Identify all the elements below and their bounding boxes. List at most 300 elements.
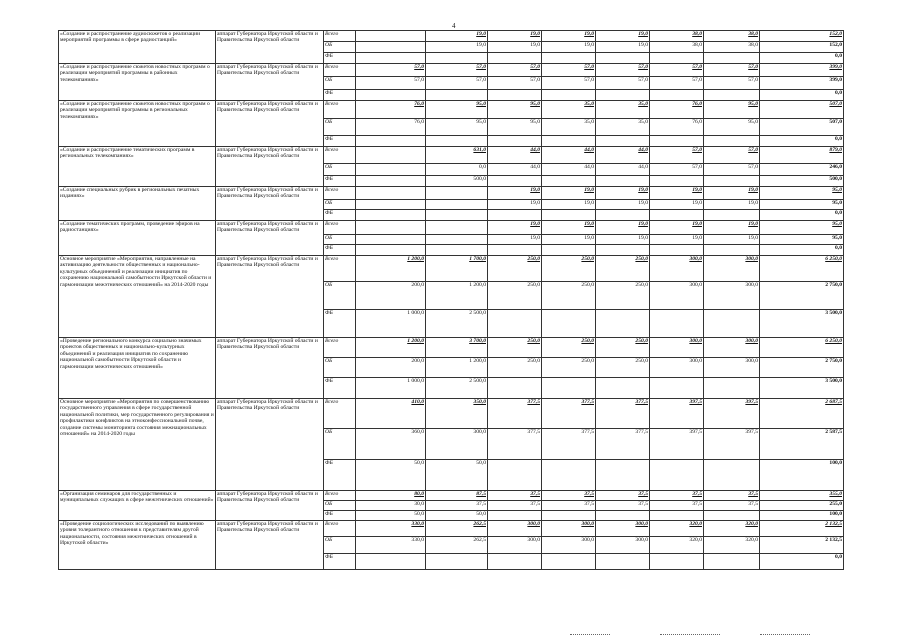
value-cell: 300,0 <box>704 358 760 378</box>
scan-mark <box>760 634 810 635</box>
funding-source-label: ФБ <box>324 176 356 187</box>
value-cell: 19,0 <box>596 235 650 245</box>
value-cell <box>704 136 760 147</box>
value-cell: 76,0 <box>356 101 426 119</box>
value-cell <box>356 187 426 200</box>
value-cell <box>704 245 760 256</box>
value-cell <box>650 210 704 221</box>
value-cell: 250,0 <box>596 282 650 310</box>
funding-source-label: ОБ <box>324 164 356 176</box>
total-cell: 507,0 <box>760 119 844 136</box>
total-cell: 0,0 <box>760 554 844 570</box>
value-cell: 19,0 <box>596 187 650 200</box>
table-row <box>59 491 844 501</box>
value-cell <box>426 245 488 256</box>
value-cell: 30,0 <box>356 501 426 511</box>
value-cell: 19,0 <box>650 200 704 210</box>
value-cell <box>704 460 760 491</box>
funding-source-label: ФБ <box>324 245 356 256</box>
total-cell: 2 687,5 <box>760 399 844 429</box>
value-cell: 250,0 <box>488 282 542 310</box>
value-cell: 350,0 <box>426 399 488 429</box>
total-cell: 500,0 <box>760 176 844 187</box>
value-cell <box>356 136 426 147</box>
value-cell: 300,0 <box>596 521 650 537</box>
total-cell: 3 500,0 <box>760 310 844 338</box>
value-cell: 19,0 <box>488 221 542 235</box>
value-cell: 250,0 <box>596 338 650 358</box>
value-cell: 76,0 <box>356 119 426 136</box>
value-cell: 19,0 <box>488 31 542 42</box>
value-cell: 262,5 <box>426 537 488 554</box>
executor-name: аппарат Губернатора Иркутской области и Правительства Иркутской области <box>216 31 324 64</box>
value-cell <box>596 90 650 101</box>
table-row <box>59 31 844 42</box>
value-cell: 2 500,0 <box>426 310 488 338</box>
value-cell: 397,5 <box>650 399 704 429</box>
value-cell: 377,5 <box>488 399 542 429</box>
table-row <box>59 399 844 429</box>
funding-source-label: Всего <box>324 399 356 429</box>
value-cell <box>426 221 488 235</box>
value-cell: 19,0 <box>704 200 760 210</box>
value-cell: 76,0 <box>650 101 704 119</box>
value-cell: 330,0 <box>356 521 426 537</box>
value-cell: 19,0 <box>704 187 760 200</box>
total-cell: 100,0 <box>760 511 844 521</box>
funding-source-label: ОБ <box>324 77 356 90</box>
activity-name: Основное мероприятие «Мероприятия, направленные на активизацию деятельности общественных и национально-культурных объединений и реализации инициатив по сохранению национальной самобытности Иркутской области и гармонизации межэтнических отношений» на 2014-2020 годы <box>59 256 216 338</box>
activity-name: «Создание и распространение тематических программ в региональных телекомпаниях» <box>59 147 216 187</box>
value-cell: 397,5 <box>650 429 704 460</box>
value-cell: 1 700,0 <box>426 256 488 282</box>
funding-source-label: Всего <box>324 491 356 501</box>
value-cell <box>488 378 542 399</box>
total-cell: 95,0 <box>760 200 844 210</box>
table-row <box>59 521 844 537</box>
value-cell <box>426 235 488 245</box>
value-cell: 330,0 <box>356 537 426 554</box>
value-cell <box>488 210 542 221</box>
value-cell <box>650 378 704 399</box>
value-cell: 410,0 <box>356 399 426 429</box>
total-cell: 6 250,0 <box>760 256 844 282</box>
funding-source-label: Всего <box>324 101 356 119</box>
funding-source-label: Всего <box>324 64 356 77</box>
budget-table <box>58 30 844 570</box>
value-cell: 37,5 <box>596 491 650 501</box>
value-cell: 50,0 <box>426 511 488 521</box>
value-cell: 377,5 <box>596 399 650 429</box>
value-cell <box>426 187 488 200</box>
value-cell: 631,0 <box>426 147 488 164</box>
table-row <box>59 338 844 358</box>
value-cell: 95,0 <box>426 101 488 119</box>
value-cell <box>488 136 542 147</box>
value-cell <box>596 511 650 521</box>
funding-source-label: Всего <box>324 147 356 164</box>
value-cell: 360,0 <box>356 429 426 460</box>
value-cell: 19,0 <box>542 187 596 200</box>
activity-name: «Проведение социологических исследований по выявлению уровня толерантного отношения к представителям другой национальности, состояния межэтнических отношений в Иркутской области» <box>59 521 216 570</box>
value-cell <box>650 136 704 147</box>
value-cell <box>704 511 760 521</box>
value-cell: 19,0 <box>650 235 704 245</box>
value-cell <box>542 554 596 570</box>
value-cell: 320,0 <box>650 537 704 554</box>
value-cell <box>650 554 704 570</box>
value-cell: 300,0 <box>542 537 596 554</box>
value-cell: 19,0 <box>426 42 488 53</box>
value-cell: 19,0 <box>542 42 596 53</box>
value-cell <box>426 210 488 221</box>
value-cell <box>596 176 650 187</box>
value-cell <box>650 245 704 256</box>
value-cell: 19,0 <box>596 42 650 53</box>
value-cell <box>650 460 704 491</box>
value-cell: 250,0 <box>596 256 650 282</box>
funding-source-label: ФБ <box>324 210 356 221</box>
value-cell: 300,0 <box>650 256 704 282</box>
scan-mark <box>660 634 720 635</box>
value-cell: 37,5 <box>488 501 542 511</box>
value-cell <box>650 310 704 338</box>
executor-name: аппарат Губернатора Иркутской области и Правительства Иркутской области <box>216 338 324 399</box>
value-cell: 19,0 <box>488 200 542 210</box>
funding-source-label: ОБ <box>324 235 356 245</box>
value-cell: 300,0 <box>650 358 704 378</box>
value-cell: 1 200,0 <box>356 338 426 358</box>
value-cell <box>650 53 704 64</box>
value-cell: 262,5 <box>426 521 488 537</box>
value-cell: 80,0 <box>356 491 426 501</box>
value-cell: 1 200,0 <box>426 282 488 310</box>
value-cell <box>356 235 426 245</box>
value-cell: 320,0 <box>704 537 760 554</box>
value-cell: 57,0 <box>650 64 704 77</box>
value-cell: 19,0 <box>596 221 650 235</box>
value-cell: 377,5 <box>488 429 542 460</box>
total-cell: 879,0 <box>760 147 844 164</box>
funding-source-label: ОБ <box>324 119 356 136</box>
activity-name: «Создание тематических программ, проведение эфиров на радиостанциях» <box>59 221 216 256</box>
value-cell: 300,0 <box>488 537 542 554</box>
value-cell <box>356 200 426 210</box>
activity-name: «Создание и распространение сюжетов новостных программ о реализации мероприятий программы в региональных телекомпаниях» <box>59 101 216 147</box>
value-cell: 35,0 <box>542 119 596 136</box>
value-cell <box>426 200 488 210</box>
funding-source-label: Всего <box>324 31 356 42</box>
value-cell <box>356 31 426 42</box>
value-cell <box>356 164 426 176</box>
value-cell: 57,0 <box>542 77 596 90</box>
value-cell <box>650 176 704 187</box>
value-cell: 19,0 <box>596 200 650 210</box>
executor-name: аппарат Губернатора Иркутской области и Правительства Иркутской области <box>216 521 324 570</box>
value-cell <box>704 378 760 399</box>
value-cell <box>356 176 426 187</box>
value-cell: 37,5 <box>542 491 596 501</box>
activity-name: «Создание специальных рубрик в региональных печатных изданиях» <box>59 187 216 221</box>
total-cell: 95,0 <box>760 187 844 200</box>
value-cell: 37,5 <box>650 501 704 511</box>
total-cell: 399,0 <box>760 64 844 77</box>
value-cell: 200,0 <box>356 358 426 378</box>
value-cell: 19,0 <box>488 42 542 53</box>
value-cell: 300,0 <box>542 521 596 537</box>
value-cell: 35,0 <box>596 101 650 119</box>
page-number: 4 <box>452 22 456 30</box>
total-cell: 0,0 <box>760 53 844 64</box>
value-cell: 95,0 <box>488 101 542 119</box>
value-cell <box>356 245 426 256</box>
value-cell <box>596 378 650 399</box>
value-cell: 44,0 <box>596 147 650 164</box>
value-cell: 19,0 <box>542 235 596 245</box>
value-cell: 37,5 <box>488 491 542 501</box>
total-cell: 152,0 <box>760 31 844 42</box>
value-cell <box>426 136 488 147</box>
value-cell <box>542 378 596 399</box>
value-cell: 300,0 <box>596 537 650 554</box>
value-cell: 250,0 <box>488 358 542 378</box>
value-cell: 19,0 <box>488 235 542 245</box>
total-cell: 246,0 <box>760 164 844 176</box>
funding-source-label: ФБ <box>324 378 356 399</box>
total-cell: 95,0 <box>760 221 844 235</box>
value-cell: 320,0 <box>650 521 704 537</box>
value-cell <box>488 554 542 570</box>
value-cell: 19,0 <box>704 221 760 235</box>
executor-name: аппарат Губернатора Иркутской области и Правительства Иркутской области <box>216 491 324 521</box>
value-cell: 44,0 <box>488 164 542 176</box>
funding-source-label: ФБ <box>324 53 356 64</box>
value-cell <box>542 90 596 101</box>
activity-name: Основное мероприятие «Мероприятия по совершенствованию государственного управления в сфере государственной национальной политики, мер государственного регулирования и профилактики конфликтов на этноконфессиональной почве, создание системы мониторинга состояния межнациональных отношений» на 2014-2020 годы <box>59 399 216 491</box>
value-cell: 1 200,0 <box>426 358 488 378</box>
value-cell <box>542 136 596 147</box>
value-cell: 95,0 <box>488 119 542 136</box>
value-cell: 50,0 <box>426 460 488 491</box>
funding-source-label: ОБ <box>324 200 356 210</box>
value-cell <box>596 53 650 64</box>
value-cell <box>704 53 760 64</box>
value-cell: 300,0 <box>650 338 704 358</box>
executor-name: аппарат Губернатора Иркутской области и Правительства Иркутской области <box>216 147 324 187</box>
funding-source-label: ОБ <box>324 282 356 310</box>
value-cell: 377,5 <box>596 429 650 460</box>
activity-name: «Организация семинаров для государственных и муниципальных служащих в сфере межэтнических отношений» <box>59 491 216 521</box>
value-cell: 2 500,0 <box>426 378 488 399</box>
value-cell <box>356 147 426 164</box>
value-cell: 19,0 <box>542 221 596 235</box>
value-cell: 44,0 <box>542 164 596 176</box>
funding-source-label: ФБ <box>324 460 356 491</box>
value-cell: 1 000,0 <box>356 310 426 338</box>
value-cell <box>488 460 542 491</box>
value-cell <box>542 210 596 221</box>
value-cell <box>596 460 650 491</box>
value-cell: 19,0 <box>596 31 650 42</box>
value-cell: 38,0 <box>650 31 704 42</box>
value-cell <box>488 53 542 64</box>
total-cell: 3 500,0 <box>760 378 844 399</box>
value-cell: 37,5 <box>704 491 760 501</box>
value-cell: 44,0 <box>596 164 650 176</box>
value-cell: 300,0 <box>704 338 760 358</box>
value-cell: 300,0 <box>650 282 704 310</box>
value-cell: 300,0 <box>426 429 488 460</box>
value-cell: 200,0 <box>356 282 426 310</box>
value-cell <box>596 245 650 256</box>
value-cell <box>542 245 596 256</box>
executor-name: аппарат Губернатора Иркутской области и Правительства Иркутской области <box>216 221 324 256</box>
value-cell: 19,0 <box>488 187 542 200</box>
value-cell: 250,0 <box>542 256 596 282</box>
value-cell: 3 700,0 <box>426 338 488 358</box>
value-cell: 37,5 <box>542 501 596 511</box>
value-cell: 57,0 <box>704 64 760 77</box>
value-cell: 300,0 <box>704 282 760 310</box>
value-cell <box>488 176 542 187</box>
value-cell: 57,0 <box>356 77 426 90</box>
executor-name: аппарат Губернатора Иркутской области и Правительства Иркутской области <box>216 101 324 147</box>
value-cell: 1 200,0 <box>356 256 426 282</box>
total-cell: 2 132,5 <box>760 537 844 554</box>
value-cell <box>704 554 760 570</box>
value-cell: 57,0 <box>596 77 650 90</box>
total-cell: 2 750,0 <box>760 282 844 310</box>
value-cell: 19,0 <box>650 187 704 200</box>
value-cell <box>542 460 596 491</box>
table-row <box>59 256 844 282</box>
value-cell <box>488 90 542 101</box>
executor-name: аппарат Губернатора Иркутской области и Правительства Иркутской области <box>216 399 324 491</box>
value-cell: 1 000,0 <box>356 378 426 399</box>
value-cell: 500,0 <box>426 176 488 187</box>
value-cell: 95,0 <box>704 101 760 119</box>
value-cell: 95,0 <box>426 119 488 136</box>
funding-source-label: ФБ <box>324 136 356 147</box>
value-cell: 57,0 <box>650 164 704 176</box>
total-cell: 2 750,0 <box>760 358 844 378</box>
funding-source-label: ОБ <box>324 358 356 378</box>
table-row <box>59 101 844 119</box>
value-cell <box>426 90 488 101</box>
value-cell <box>596 554 650 570</box>
value-cell: 35,0 <box>596 119 650 136</box>
funding-source-label: ФБ <box>324 554 356 570</box>
value-cell <box>596 310 650 338</box>
funding-source-label: Всего <box>324 256 356 282</box>
table-row <box>59 187 844 200</box>
value-cell: 250,0 <box>488 338 542 358</box>
funding-source-label: Всего <box>324 221 356 235</box>
total-cell: 2 132,5 <box>760 521 844 537</box>
value-cell <box>356 90 426 101</box>
value-cell: 57,0 <box>542 64 596 77</box>
funding-source-label: ОБ <box>324 42 356 53</box>
total-cell: 255,0 <box>760 501 844 511</box>
value-cell <box>542 176 596 187</box>
value-cell: 50,0 <box>356 511 426 521</box>
table-row <box>59 221 844 235</box>
value-cell: 57,0 <box>488 64 542 77</box>
value-cell: 37,5 <box>596 501 650 511</box>
total-cell: 399,0 <box>760 77 844 90</box>
total-cell: 355,0 <box>760 491 844 501</box>
value-cell: 250,0 <box>542 282 596 310</box>
value-cell: 57,0 <box>650 147 704 164</box>
value-cell: 76,0 <box>650 119 704 136</box>
total-cell: 95,0 <box>760 235 844 245</box>
value-cell: 57,0 <box>596 64 650 77</box>
value-cell: 19,0 <box>650 221 704 235</box>
value-cell <box>356 210 426 221</box>
executor-name: аппарат Губернатора Иркутской области и Правительства Иркутской области <box>216 256 324 338</box>
value-cell: 57,0 <box>650 77 704 90</box>
funding-source-label: ОБ <box>324 501 356 511</box>
value-cell <box>542 53 596 64</box>
activity-name: «Проведение регионального конкурса социально значимых проектов общественных и национально-культурных объединений и реализация инициатив по сохранению национальной самобытности Иркутской области и гармонизации межэтнических отношений» <box>59 338 216 399</box>
value-cell: 35,0 <box>542 101 596 119</box>
value-cell <box>488 245 542 256</box>
value-cell: 250,0 <box>596 358 650 378</box>
value-cell: 57,0 <box>704 77 760 90</box>
value-cell: 44,0 <box>542 147 596 164</box>
value-cell: 19,0 <box>542 200 596 210</box>
total-cell: 6 250,0 <box>760 338 844 358</box>
value-cell: 300,0 <box>488 521 542 537</box>
table-row <box>59 64 844 77</box>
funding-source-label: Всего <box>324 338 356 358</box>
value-cell <box>542 310 596 338</box>
value-cell <box>488 310 542 338</box>
value-cell: 300,0 <box>704 256 760 282</box>
value-cell <box>596 136 650 147</box>
value-cell: 0,0 <box>426 164 488 176</box>
value-cell: 87,5 <box>426 491 488 501</box>
activity-name: «Создание и распространение аудиосюжетов о реализации мероприятий программы в сфере радиостанций» <box>59 31 216 64</box>
activity-name: «Создание и распространение сюжетов новостных программ о реализации мероприятий программы в районных телекомпаниях» <box>59 64 216 101</box>
value-cell <box>488 511 542 521</box>
value-cell <box>650 511 704 521</box>
value-cell <box>704 210 760 221</box>
value-cell <box>704 176 760 187</box>
value-cell <box>426 554 488 570</box>
value-cell <box>542 511 596 521</box>
value-cell: 44,0 <box>488 147 542 164</box>
value-cell: 50,0 <box>356 460 426 491</box>
total-cell: 0,0 <box>760 90 844 101</box>
funding-source-label: ОБ <box>324 537 356 554</box>
executor-name: аппарат Губернатора Иркутской области и Правительства Иркутской области <box>216 64 324 101</box>
value-cell <box>704 90 760 101</box>
value-cell: 37,5 <box>650 491 704 501</box>
value-cell: 38,0 <box>650 42 704 53</box>
value-cell: 57,0 <box>488 77 542 90</box>
value-cell: 19,0 <box>542 31 596 42</box>
value-cell <box>596 210 650 221</box>
value-cell: 250,0 <box>488 256 542 282</box>
value-cell <box>704 310 760 338</box>
value-cell: 38,0 <box>704 31 760 42</box>
value-cell <box>426 53 488 64</box>
value-cell: 57,0 <box>704 147 760 164</box>
value-cell <box>356 42 426 53</box>
funding-source-label: ФБ <box>324 310 356 338</box>
value-cell <box>650 90 704 101</box>
